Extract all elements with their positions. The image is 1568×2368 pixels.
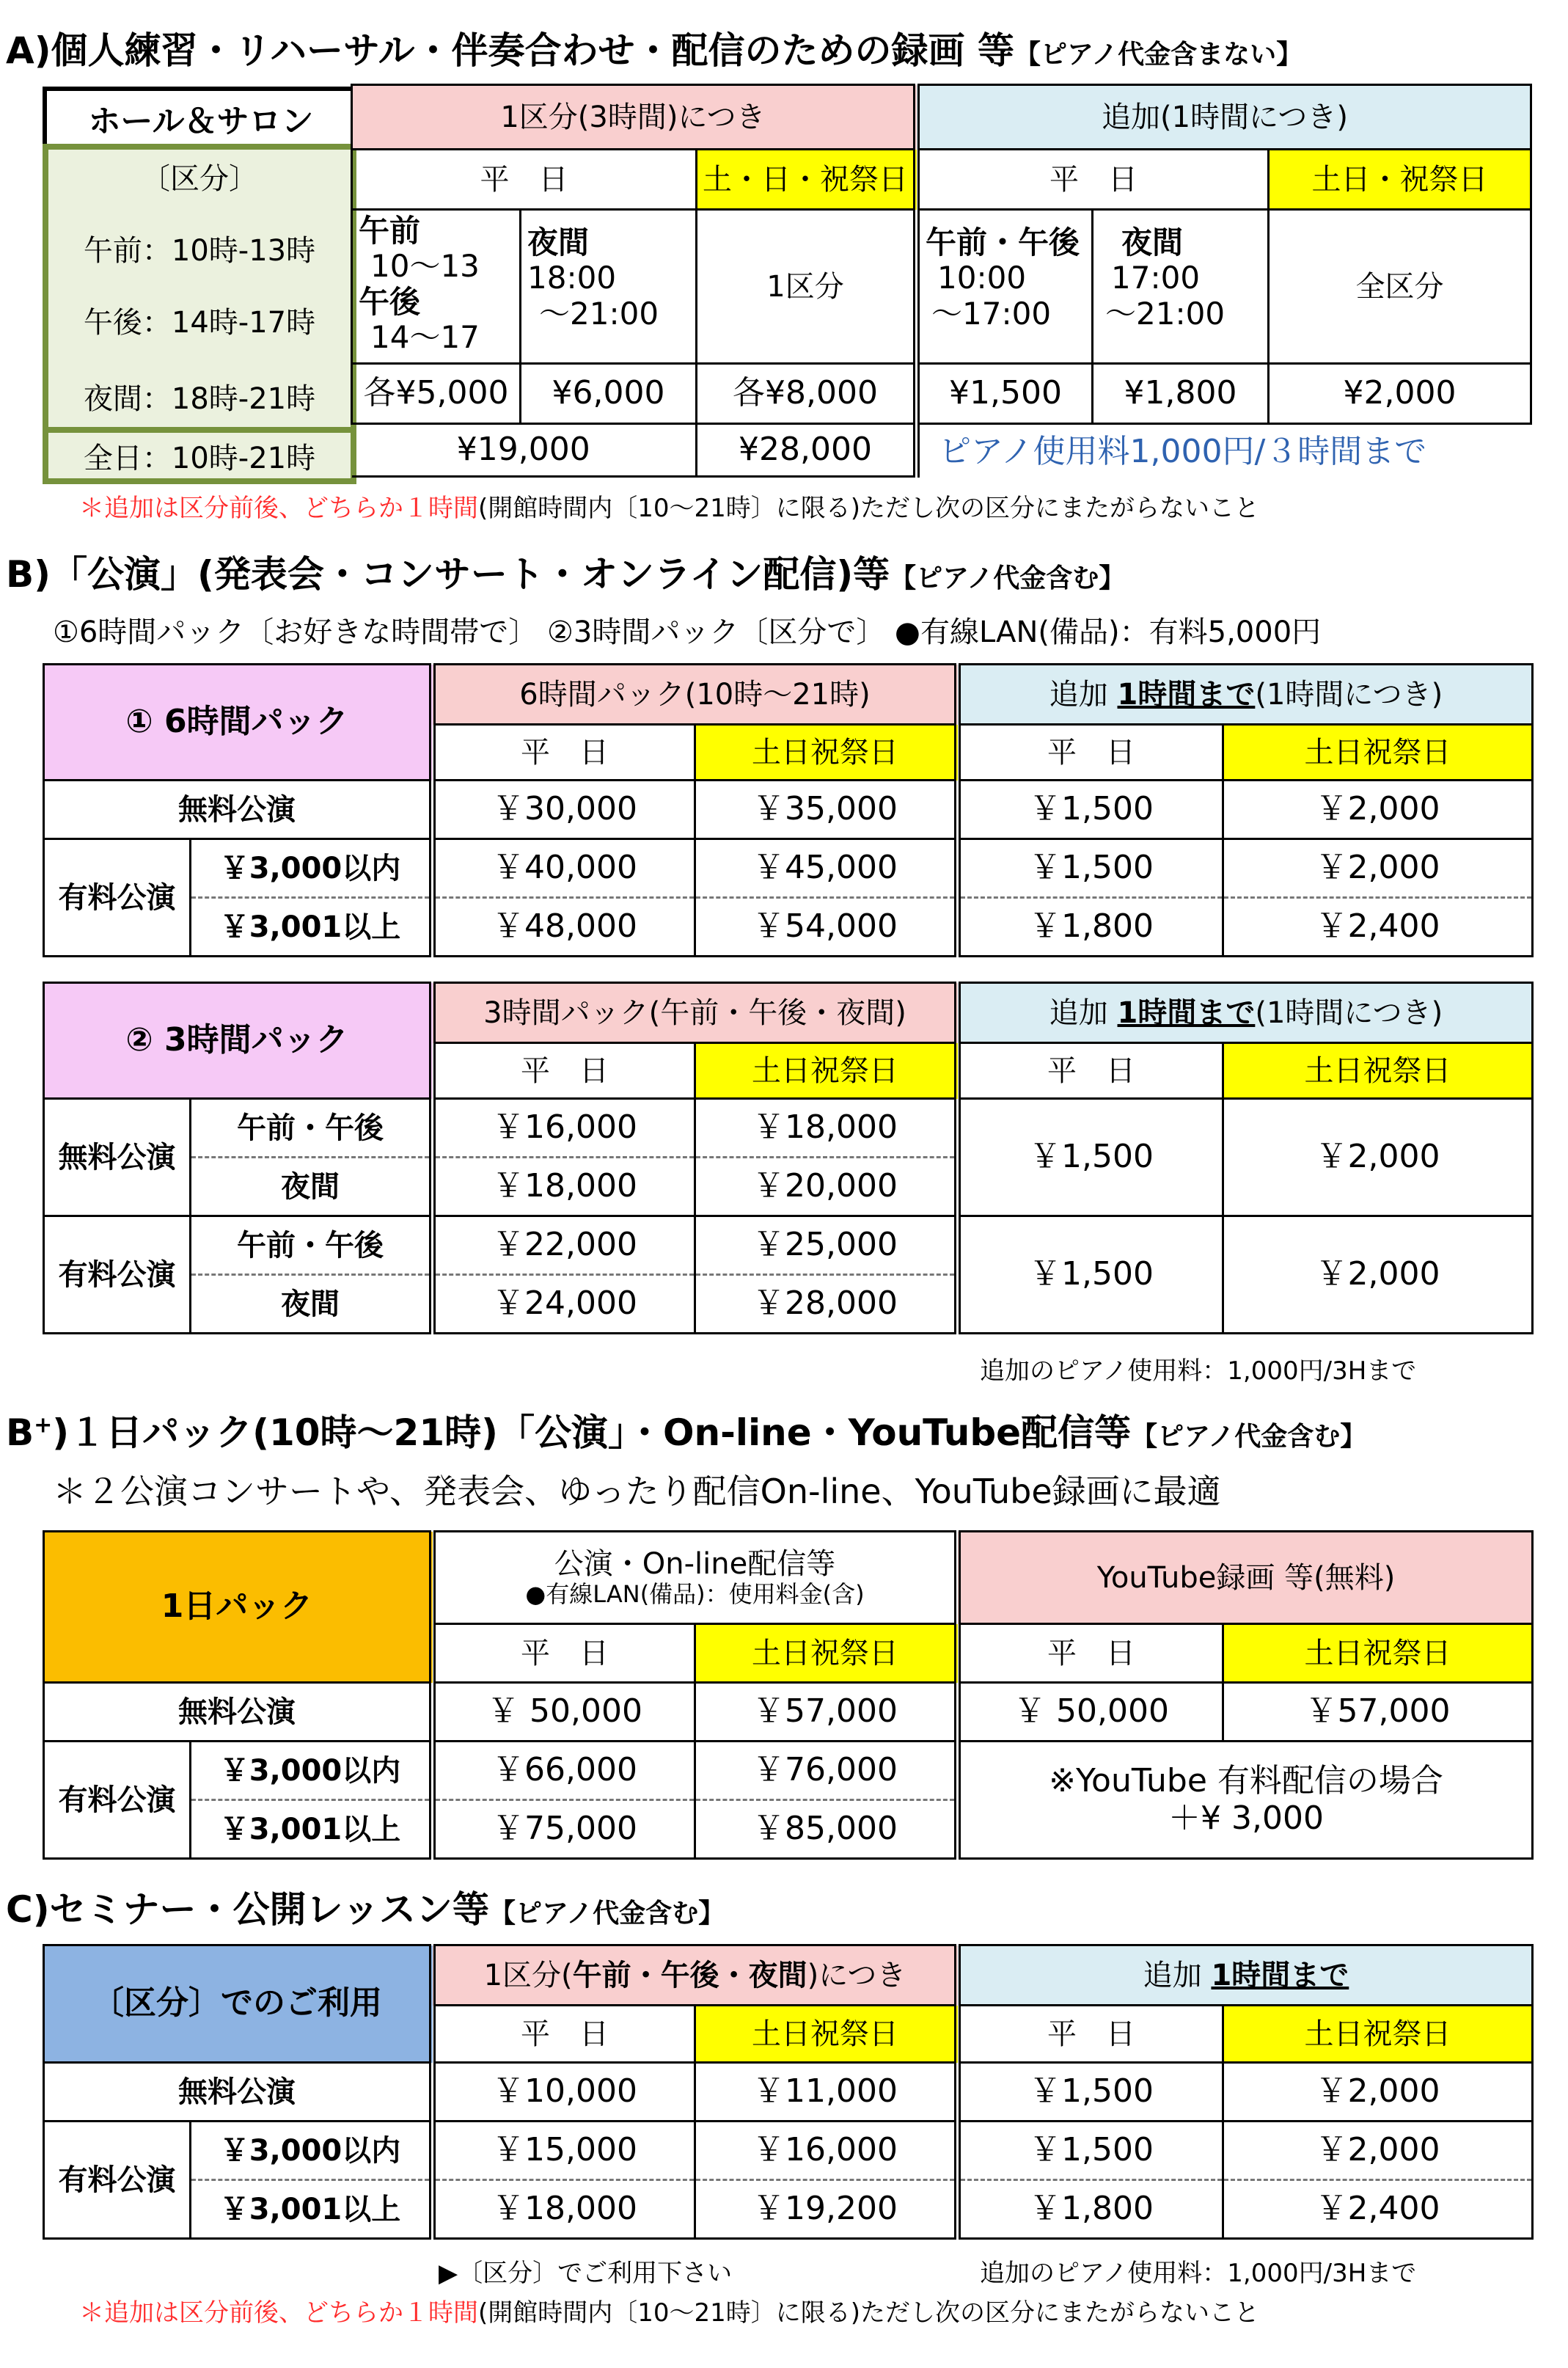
a-note [79, 496, 1259, 521]
section-a-title-text: A)個人練習・リハーサル・伴奏合わせ・配信のための録画 等 [6, 29, 1014, 72]
a-night-extra-end: ～21:00 [1105, 295, 1226, 332]
section-bplus-title [6, 1411, 1367, 1454]
bplus-head2: YouTube録画 等(無料) [958, 1532, 1533, 1624]
b1-free: 無料公演 [44, 781, 433, 839]
bplus-tier2: ￥3,001以上 [191, 1800, 433, 1859]
a-allday-weekday: ¥19,000 [352, 424, 697, 477]
bplus-title-sup: + [34, 1412, 53, 1439]
c-t1-holiday: ￥16,000 [695, 2122, 958, 2180]
c-holiday-extra: 土日祝祭日 [1223, 2006, 1533, 2063]
section-c-title [6, 1888, 725, 1931]
c-t1-weekday: ￥15,000 [433, 2122, 695, 2180]
c-t2-holiday: ￥19,200 [695, 2180, 958, 2239]
a-weekday-2: 平 日 [917, 150, 1269, 210]
bplus-head1b: ●有線LAN(備品)：使用料金(含) [525, 1580, 865, 1609]
b2-holiday: 土日祝祭日 [695, 1043, 958, 1099]
c-note-left: ▶〔区分〕でご利用下さい [439, 2259, 733, 2288]
bplus-yt-holiday: ￥57,000 [1223, 1683, 1533, 1742]
b1-free-extra-weekday: ￥1,500 [958, 781, 1223, 839]
bplus-tag: 【ピアノ代金含む】 [1131, 1422, 1367, 1452]
a-holiday-2: 土日・祝祭日 [1269, 150, 1531, 210]
a-piano-fee: ピアノ使用料1,000円/３時間まで [939, 433, 1427, 470]
section-b-subline: ①6時間パック〔お好きな時間帯で〕 ②3時間パック〔区分で〕 ●有線LAN(備品)：有料5,000円 [53, 615, 1322, 649]
a-night-label: 夜間 [527, 224, 590, 260]
c-t2-extra-weekday: ￥1,800 [958, 2180, 1223, 2239]
b1-free-extra-holiday: ￥2,000 [1223, 781, 1533, 839]
c-table [43, 1944, 1534, 2240]
b2-head2-underline: 1時間まで [1117, 995, 1256, 1030]
bplus-table [43, 1530, 1534, 1860]
kubun-box [43, 144, 356, 433]
a-price-extra-night: ¥1,800 [1093, 364, 1269, 424]
a-ampm-extra-start: 10:00 [937, 260, 1027, 296]
bplus-yt-note1: ※YouTube 有料配信の場合 [1049, 1761, 1443, 1799]
bplus-tier1: ￥3,000以内 [191, 1742, 433, 1800]
bplus-label: 1日パック [44, 1532, 433, 1683]
b2-paid-night: 夜間 [191, 1275, 433, 1334]
bplus-t2-weekday: ￥75,000 [433, 1800, 695, 1859]
section-b-tag: 【ピアノ代金含む】 [890, 563, 1126, 593]
a-pm-label: 午後 [359, 283, 421, 320]
section-c-tag: 【ピアノ代金含む】 [489, 1899, 725, 1929]
b2-free-extra-weekday: ￥1,500 [958, 1099, 1223, 1216]
c-tier2: ￥3,001以上 [191, 2180, 433, 2239]
b2-paid-extra-holiday: ￥2,000 [1223, 1216, 1533, 1334]
a-weekday-1: 平 日 [352, 150, 697, 210]
bplus-holiday-yt: 土日祝祭日 [1223, 1624, 1533, 1683]
b2-paid-extra-weekday: ￥1,500 [958, 1216, 1223, 1334]
bplus-free: 無料公演 [44, 1683, 433, 1742]
c-head2-pre: 追加 [1143, 1958, 1212, 1992]
c-head1-bold: 午前・午後・夜間 [572, 1958, 807, 1992]
b2-free-extra-holiday: ￥2,000 [1223, 1099, 1533, 1216]
b2-free-ampm-weekday: ￥16,000 [433, 1099, 695, 1158]
b2-paid-ampm: 午前・午後 [191, 1216, 433, 1275]
b1-t2-weekday: ￥48,000 [433, 898, 695, 957]
c-free-holiday: ￥11,000 [695, 2063, 958, 2122]
a-note-rest: (開館時間内〔10～21時〕に限る)ただし次の区分にまたがらないこと [478, 494, 1260, 523]
a-col-1kubun: 1区分 [697, 210, 917, 364]
b2-free-night-weekday: ￥18,000 [433, 1158, 695, 1216]
kubun-night: 夜間：18時-21時 [83, 382, 316, 416]
kubun-pm: 午後：14時-17時 [83, 306, 316, 340]
b1-weekday: 平 日 [433, 725, 695, 781]
b1-free-weekday: ￥30,000 [433, 781, 695, 839]
b2-paid-ampm-holiday: ￥25,000 [695, 1216, 958, 1275]
bplus-head1 [433, 1532, 958, 1624]
b2-weekday: 平 日 [433, 1043, 695, 1099]
section-b-title-text: B)「公演」(発表会・コンサート・オンライン配信)等 [6, 553, 890, 596]
bplus-yt-weekday: ￥ 50,000 [958, 1683, 1223, 1742]
c-free-extra-holiday: ￥2,000 [1223, 2063, 1533, 2122]
b1-free-holiday: ￥35,000 [695, 781, 958, 839]
c-free-weekday: ￥10,000 [433, 2063, 695, 2122]
bplus-t1-holiday: ￥76,000 [695, 1742, 958, 1800]
a-holiday-1: 土・日・祝祭日 [697, 150, 917, 210]
b1-t2-holiday: ￥54,000 [695, 898, 958, 957]
bplus-free-weekday: ￥ 50,000 [433, 1683, 695, 1742]
a-night-start: 18:00 [527, 260, 617, 296]
b1-holiday: 土日祝祭日 [695, 725, 958, 781]
c-paid: 有料公演 [44, 2122, 191, 2239]
b1-t1-holiday: ￥45,000 [695, 839, 958, 898]
bplus-yt-note [958, 1742, 1533, 1859]
b2-paid-night-holiday: ￥28,000 [695, 1275, 958, 1334]
b2-paid-ampm-weekday: ￥22,000 [433, 1216, 695, 1275]
b2-free-night: 夜間 [191, 1158, 433, 1216]
a-ampm-extra-end: ～17:00 [931, 295, 1052, 332]
a-price-extra-ampm: ¥1,500 [917, 364, 1093, 424]
a-col-ampm-extra [917, 210, 1093, 364]
bplus-head1a: 公演・On-line配信等 [554, 1547, 836, 1582]
c-head1 [433, 1945, 958, 2006]
bplus-subline: ＊２公演コンサートや、発表会、ゆったり配信On-line、YouTube録画に最適 [53, 1472, 1221, 1511]
a-col-night-extra [1093, 210, 1269, 364]
b1-label: ① 6時間パック [44, 665, 433, 781]
kubun-label: 〔区分〕 [141, 162, 258, 196]
c-t2-extra-holiday: ￥2,400 [1223, 2180, 1533, 2239]
bplus-t2-holiday: ￥85,000 [695, 1800, 958, 1859]
hall-salon-label: ホール＆サロン [43, 87, 359, 150]
a-night-extra-label: 夜間 [1121, 224, 1184, 260]
b1-tier1: ￥3,000以内 [191, 839, 433, 898]
b1-head2-post: (1時間につき) [1255, 677, 1443, 712]
kubun-allday: 全日：10時-21時 [43, 427, 356, 484]
c-free-extra-weekday: ￥1,500 [958, 2063, 1223, 2122]
b1-head2-underline: 1時間まで [1117, 677, 1256, 712]
bplus-yt-note2: ＋¥ 3,000 [1168, 1799, 1324, 1837]
b1-t1-extra-weekday: ￥1,500 [958, 839, 1223, 898]
b2-free-ampm: 午前・午後 [191, 1099, 433, 1158]
b1-t2-extra-weekday: ￥1,800 [958, 898, 1223, 957]
c-note-red: ＊追加は区分前後、どちらか１時間 [79, 2298, 478, 2328]
a-col-night [521, 210, 697, 364]
section-a-tag: 【ピアノ代金含まない】 [1014, 40, 1303, 70]
section-a-table [351, 84, 1532, 478]
a-pm-time: 14～17 [370, 318, 480, 355]
bplus-free-holiday: ￥57,000 [695, 1683, 958, 1742]
a-head-block2: 追加(1時間につき) [917, 85, 1531, 150]
b2-head2-pre: 追加 [1049, 995, 1118, 1030]
b1-paid: 有料公演 [44, 839, 191, 957]
bplus-title-b: B [6, 1411, 34, 1454]
b-table-6h [43, 663, 1534, 957]
c-note-rest: (開館時間内〔10～21時〕に限る)ただし次の区分にまたがらないこと [478, 2298, 1260, 2328]
b1-holiday-extra: 土日祝祭日 [1223, 725, 1533, 781]
b2-head2 [958, 983, 1533, 1043]
c-label: 〔区分〕でのご利用 [44, 1945, 433, 2063]
c-weekday-extra: 平 日 [958, 2006, 1223, 2063]
b2-free: 無料公演 [44, 1099, 191, 1216]
a-night-end: ～21:00 [539, 295, 659, 332]
c-piano-note: 追加のピアノ使用料：1,000円/3Hまで [980, 2259, 1417, 2288]
a-price-night: ¥6,000 [521, 364, 697, 424]
b-piano-note: 追加のピアノ使用料：1,000円/3Hまで [980, 1356, 1417, 1386]
bplus-weekday: 平 日 [433, 1624, 695, 1683]
c-t1-extra-holiday: ￥2,000 [1223, 2122, 1533, 2180]
a-note-red: ＊追加は区分前後、どちらか１時間 [79, 494, 478, 523]
b-table-3h [43, 982, 1534, 1334]
a-am-time: 10～13 [370, 248, 480, 285]
a-col-am-pm [352, 210, 521, 364]
bplus-t1-weekday: ￥66,000 [433, 1742, 695, 1800]
a-ampm-extra-label: 午前・午後 [926, 224, 1080, 260]
kubun-am: 午前：10時-13時 [83, 234, 316, 268]
section-a-title [6, 29, 1303, 72]
a-am-label: 午前 [359, 213, 421, 249]
b2-head1: 3時間パック(午前・午後・夜間) [433, 983, 958, 1043]
b2-paid: 有料公演 [44, 1216, 191, 1334]
a-allday-holiday: ¥28,000 [697, 424, 917, 477]
bplus-title-text: )１日パック(10時～21時)「公演」・On-line・YouTube配信等 [52, 1411, 1132, 1454]
bplus-paid: 有料公演 [44, 1742, 191, 1859]
c-head2-underline: 1時間まで [1211, 1958, 1349, 1992]
b1-head1: 6時間パック(10時～21時) [433, 665, 958, 725]
a-night-extra-start: 17:00 [1111, 260, 1201, 296]
c-head1-post: )につき [807, 1958, 906, 1992]
c-head1-pre: 1区分( [483, 1958, 573, 1992]
b1-t2-extra-holiday: ￥2,400 [1223, 898, 1533, 957]
c-head2 [958, 1945, 1533, 2006]
c-weekday: 平 日 [433, 2006, 695, 2063]
a-col-all: 全区分 [1269, 210, 1531, 364]
a-price-extra-all: ¥2,000 [1269, 364, 1531, 424]
b1-head2 [958, 665, 1533, 725]
b2-paid-night-weekday: ￥24,000 [433, 1275, 695, 1334]
b1-t1-extra-holiday: ￥2,000 [1223, 839, 1533, 898]
c-free: 無料公演 [44, 2063, 433, 2122]
section-b-title [6, 553, 1126, 596]
c-note [79, 2298, 1260, 2328]
c-t2-weekday: ￥18,000 [433, 2180, 695, 2239]
section-c-title-text: C)セミナー・公開レッスン等 [6, 1888, 490, 1931]
b1-head2-pre: 追加 [1049, 677, 1118, 712]
b2-holiday-extra: 土日祝祭日 [1223, 1043, 1533, 1099]
a-head-block1: 1区分(3時間)につき [352, 85, 917, 150]
b2-head2-post: (1時間につき) [1255, 995, 1443, 1030]
b2-free-ampm-holiday: ￥18,000 [695, 1099, 958, 1158]
a-price-holiday: 各¥8,000 [697, 364, 917, 424]
b2-weekday-extra: 平 日 [958, 1043, 1223, 1099]
b2-label: ② 3時間パック [44, 983, 433, 1099]
c-t1-extra-weekday: ￥1,500 [958, 2122, 1223, 2180]
b2-free-night-holiday: ￥20,000 [695, 1158, 958, 1216]
a-price-ampm: 各¥5,000 [352, 364, 521, 424]
c-holiday: 土日祝祭日 [695, 2006, 958, 2063]
b1-t1-weekday: ￥40,000 [433, 839, 695, 898]
b1-tier2: ￥3,001以上 [191, 898, 433, 957]
c-tier1: ￥3,000以内 [191, 2122, 433, 2180]
b1-weekday-extra: 平 日 [958, 725, 1223, 781]
bplus-weekday-yt: 平 日 [958, 1624, 1223, 1683]
bplus-holiday: 土日祝祭日 [695, 1624, 958, 1683]
